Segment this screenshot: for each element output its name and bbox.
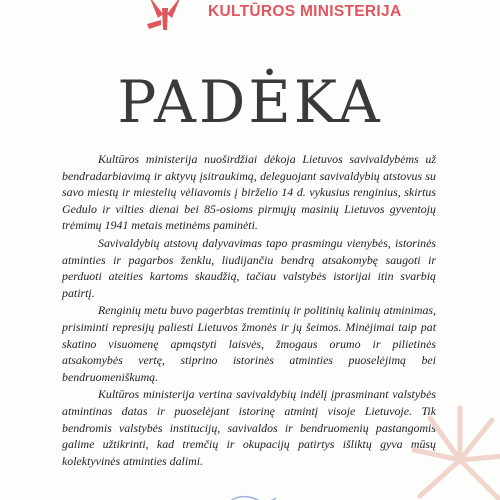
paragraph: Renginių metu buvo pagerbtas tremtinių ir politinių kalinių atminimas, prisiminti represijų paliesti Lietuvos žmonės ir jų šeimos. Minėjimai taip pat skatino visuomenę apmąstyti laisvės, žmogaus orumo ir pilietinės atsakomybės vertę, stiprino istorinės atminties puoselėjimą bei bendruomeniškumą. (62, 303, 436, 384)
ministry-name: KULTŪROS MINISTERIJA (208, 3, 402, 20)
document-title: PADĖKA (117, 68, 383, 136)
paragraph: Savivaldybių atstovų dalyvavimas tapo prasmingu vienybės, istorinės atminties ir pagarbos ženklu, liudijančiu bendrą atsakomybę saugoti ir perduoti ateities kartoms skaudžią, tačiau valstybės istorijai itin svarbią patirtį. (62, 235, 436, 300)
paragraph: Kultūros ministerija vertina savivaldybių indėlį įprasminant valstybės atmintinas datas ir puoselėjant istorinę atmintį visoje Lietuvoje. Tik bendromis valstybės institucijų, savivaldos ir bendruomenių pastangomis galime užtikrinti, kad tremčių ir okupacijų patirtys išliktų gyva mūsų kolektyvinės atminties dalimi. (62, 387, 436, 468)
ministry-logo-icon (145, 0, 185, 30)
decorative-rays-icon (400, 400, 500, 500)
document-body (62, 151, 436, 470)
signature-mark-icon (218, 492, 278, 500)
paragraph: Kultūros ministerija nuoširdžiai dėkoja Lietuvos savivaldybėms už bendradarbiavimą ir aktyvų įsitraukimą, deleguojant savivaldybių atstovus su savo miestų ir miestelių vėliavomis į birželio 14 d. vykusius renginius, skirtus Gedulo ir vilties dienai bei 85-osioms pirmųjų masinių Lietuvos gyventojų trėmimų 1941 metais metinėms paminėti. (62, 152, 436, 233)
